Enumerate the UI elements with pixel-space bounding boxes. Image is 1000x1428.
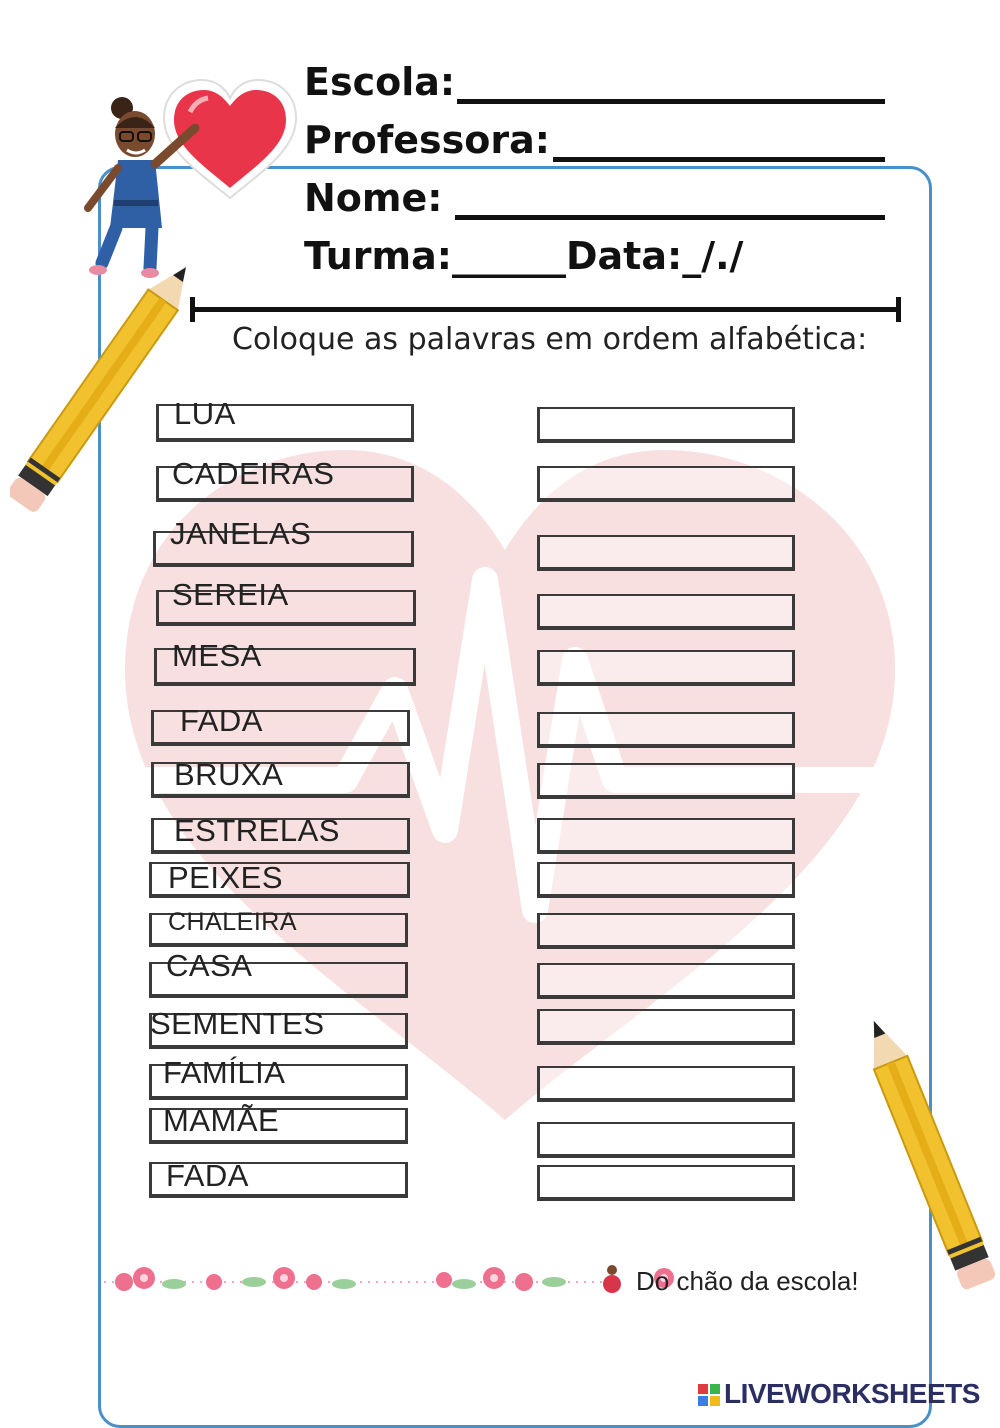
word-label: CHALEIRA (168, 908, 298, 936)
word-label: BRUXA (174, 757, 284, 792)
word-label: SEMENTES (150, 1006, 325, 1041)
date-label: Data: (565, 234, 683, 278)
answer-input[interactable] (537, 1009, 795, 1045)
answer-input[interactable] (537, 913, 795, 949)
answer-input[interactable] (537, 650, 795, 686)
teacher-label: Professora: (304, 118, 550, 162)
word-label: JANELAS (170, 516, 312, 551)
answer-input[interactable] (537, 963, 795, 999)
answer-input[interactable] (537, 1066, 795, 1102)
answer-input[interactable] (537, 466, 795, 502)
answer-input[interactable] (537, 862, 795, 898)
school-blank-line[interactable] (457, 99, 885, 104)
answer-input[interactable] (537, 712, 795, 748)
liveworksheets-logo-icon (698, 1384, 720, 1406)
credit-text: Do chão da escola! (636, 1266, 859, 1296)
answer-input[interactable] (537, 1122, 795, 1158)
word-label: MAMÃE (163, 1103, 280, 1138)
word-label: PEIXES (168, 860, 283, 895)
answer-input[interactable] (537, 407, 795, 443)
word-label: MESA (172, 638, 262, 673)
instructions-text: Coloque as palavras em ordem alfabética: (232, 322, 868, 357)
divider-cap-right (896, 297, 901, 322)
answer-input[interactable] (537, 763, 795, 799)
class-blank[interactable]: ______ (451, 234, 566, 278)
word-label: FAMÍLIA (163, 1055, 286, 1090)
word-label: CADEIRAS (172, 456, 335, 491)
name-blank-line[interactable] (455, 215, 885, 220)
answer-input[interactable] (537, 594, 795, 630)
word-label: CASA (166, 948, 253, 983)
answer-input[interactable] (537, 818, 795, 854)
word-label: FADA (166, 1158, 249, 1193)
word-label: FADA (180, 703, 263, 738)
word-label: LUA (174, 396, 236, 431)
header-divider (192, 307, 900, 312)
word-label: SEREIA (172, 577, 289, 612)
brand-name[interactable]: LIVEWORKSHEETS (724, 1378, 980, 1409)
answer-input[interactable] (537, 535, 795, 571)
word-label: ESTRELAS (174, 813, 340, 848)
class-label: Turma: (304, 234, 452, 278)
date-blank[interactable]: _/./ (682, 234, 744, 278)
divider-cap-left (190, 297, 195, 322)
pencil-icon (10, 240, 190, 540)
school-label: Escola: (304, 60, 456, 104)
class-date-row (304, 234, 743, 278)
name-label: Nome: (304, 176, 443, 220)
teacher-blank-line[interactable] (553, 157, 885, 162)
answer-input[interactable] (537, 1165, 795, 1201)
